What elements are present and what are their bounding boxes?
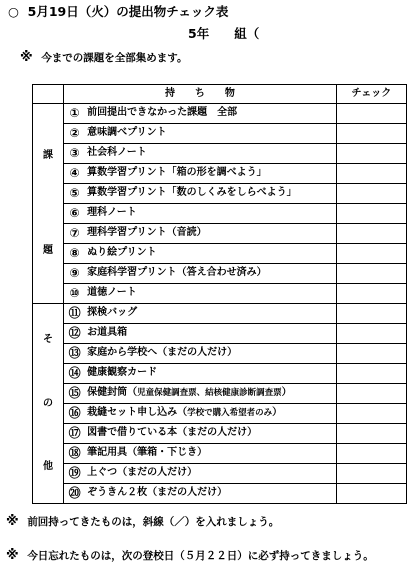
check-cell[interactable] [336,204,406,224]
item-text: 栽縫セット申し込み（ [87,407,188,419]
checklist-table [32,84,407,504]
item-text: 社会科ノート [87,147,147,159]
table-row [33,304,407,324]
check-cell[interactable] [336,344,406,364]
item-number: ① [69,106,80,121]
item-text: 理科ノート [87,207,137,219]
item-cell [64,444,337,464]
check-cell[interactable] [336,304,406,324]
item-cell [64,184,337,204]
item-number: ⑥ [69,206,80,221]
item-number: ⑤ [69,186,80,201]
table-row [33,104,407,124]
top-note-text: 今までの課題を全部集めます。 [41,52,188,64]
page-title [8,2,228,20]
check-cell[interactable] [336,404,406,424]
item-cell [64,424,337,444]
check-cell[interactable] [336,444,406,464]
item-number: ⑳ [68,486,81,501]
item-number: ⑯ [68,406,81,421]
item-number: ⑦ [69,226,80,241]
table-row [33,284,407,304]
item-text: お道具箱 [87,327,128,339]
item-text: 理科学習プリント（音読） [87,227,207,239]
table-row [33,384,407,404]
table-row [33,444,407,464]
bottom-note-1-text: 前回持ってきたものは，斜線（／）を入れましょう。 [27,516,280,528]
item-text: 上ぐつ（まだの人だけ） [87,467,198,479]
category-char: の [43,397,54,409]
check-cell[interactable] [336,284,406,304]
table-row [33,204,407,224]
check-cell[interactable] [336,364,406,384]
table-row [33,324,407,344]
table-row [33,164,407,184]
table-row [33,424,407,444]
item-text: 算数学習プリント「箱の形を調べよう」 [87,167,267,179]
category-cell [33,104,64,304]
item-text: ぬり絵プリント [87,247,157,259]
bottom-note-2 [6,548,374,563]
item-text: ぞうきん２枚（まだの人だけ） [87,487,228,499]
item-number: ③ [69,146,80,161]
item-tail: ） [272,407,283,419]
item-cell [64,144,337,164]
category-char: 課 [43,150,54,162]
item-text: 筆記用具（筆箱・下じき） [87,447,208,459]
item-detail: 児童保健調査票、結核健康診断調査票 [137,388,282,399]
item-cell [64,364,337,384]
bottom-note-1 [6,514,279,529]
item-cell [64,324,337,344]
category-char: そ [43,334,54,346]
item-text: 意味調べプリント [87,127,167,139]
check-cell[interactable] [336,224,406,244]
check-cell[interactable] [336,124,406,144]
category-char: 題 [43,245,54,257]
circle-bullet-icon: ○ [8,4,19,19]
header-check: チェック [336,85,406,104]
check-cell[interactable] [336,104,406,124]
table-row [33,464,407,484]
item-number: ⑱ [68,446,81,461]
check-cell[interactable] [336,264,406,284]
item-number: ⑧ [69,246,80,261]
item-text: 保健封筒（ [87,387,138,399]
check-cell[interactable] [336,324,406,344]
check-cell[interactable] [336,164,406,184]
check-cell[interactable] [336,244,406,264]
item-number: ⑮ [68,386,81,401]
class-line: 5年 組（ [188,26,260,41]
table-row [33,264,407,284]
item-number: ⑩ [69,286,80,301]
item-cell [64,164,337,184]
item-number: ⑬ [68,346,81,361]
item-number: ⑪ [68,306,81,321]
item-number: ⑨ [69,266,80,281]
item-number: ② [69,126,80,141]
header-items: 持 ち 物 [64,85,337,104]
table-row [33,484,407,504]
title-text: 5月19日（火）の提出物チェック表 [27,4,229,19]
item-number: ⑭ [68,366,81,381]
item-cell [64,464,337,484]
item-cell [64,204,337,224]
top-note [20,50,187,65]
item-cell [64,284,337,304]
header-corner [33,85,64,104]
check-cell[interactable] [336,184,406,204]
table-row [33,144,407,164]
item-cell [64,344,337,364]
item-tail: ） [281,387,292,399]
check-cell[interactable] [336,464,406,484]
category-cell [33,304,64,504]
item-cell [64,244,337,264]
item-cell [64,484,337,504]
item-cell [64,384,337,404]
item-detail: 学校で購入希望者のみ [187,408,273,419]
item-text: 道徳ノート [87,287,137,299]
reference-mark-icon: ※ [6,514,19,529]
item-number: ④ [69,166,80,181]
item-text: 前回提出できなかった課題 全部 [87,107,238,119]
item-text: 算数学習プリント「数のしくみをしらべよう」 [87,187,297,199]
check-cell[interactable] [336,384,406,404]
bottom-note-2-text: 今日忘れたものは，次の登校日（５月２２日）に必ず持ってきましょう。 [27,550,374,562]
table-body [33,104,407,504]
item-cell [64,224,337,244]
item-cell [64,124,337,144]
item-cell [64,264,337,284]
item-cell [64,304,337,324]
item-number: ⑫ [68,326,81,341]
table-header-row [33,85,407,104]
table-row [33,344,407,364]
item-text: 探検バッグ [87,307,138,319]
table-row [33,364,407,384]
table-row [33,184,407,204]
item-cell [64,404,337,424]
table-row [33,224,407,244]
item-text: 家庭から学校へ（まだの人だけ） [87,347,238,359]
check-cell[interactable] [336,424,406,444]
table-row [33,244,407,264]
category-char: 他 [43,461,54,473]
item-text: 家庭科学習プリント（答え合わせ済み） [87,267,267,279]
item-number: ⑰ [68,426,81,441]
item-text: 健康観察カード [87,367,158,379]
item-cell [64,104,337,124]
reference-mark-icon: ※ [6,548,19,563]
table-row [33,124,407,144]
check-cell[interactable] [336,484,406,504]
check-cell[interactable] [336,144,406,164]
item-number: ⑲ [68,466,81,481]
reference-mark-icon: ※ [20,50,33,65]
item-text: 図書で借りている本（まだの人だけ） [87,427,258,439]
table-row [33,404,407,424]
